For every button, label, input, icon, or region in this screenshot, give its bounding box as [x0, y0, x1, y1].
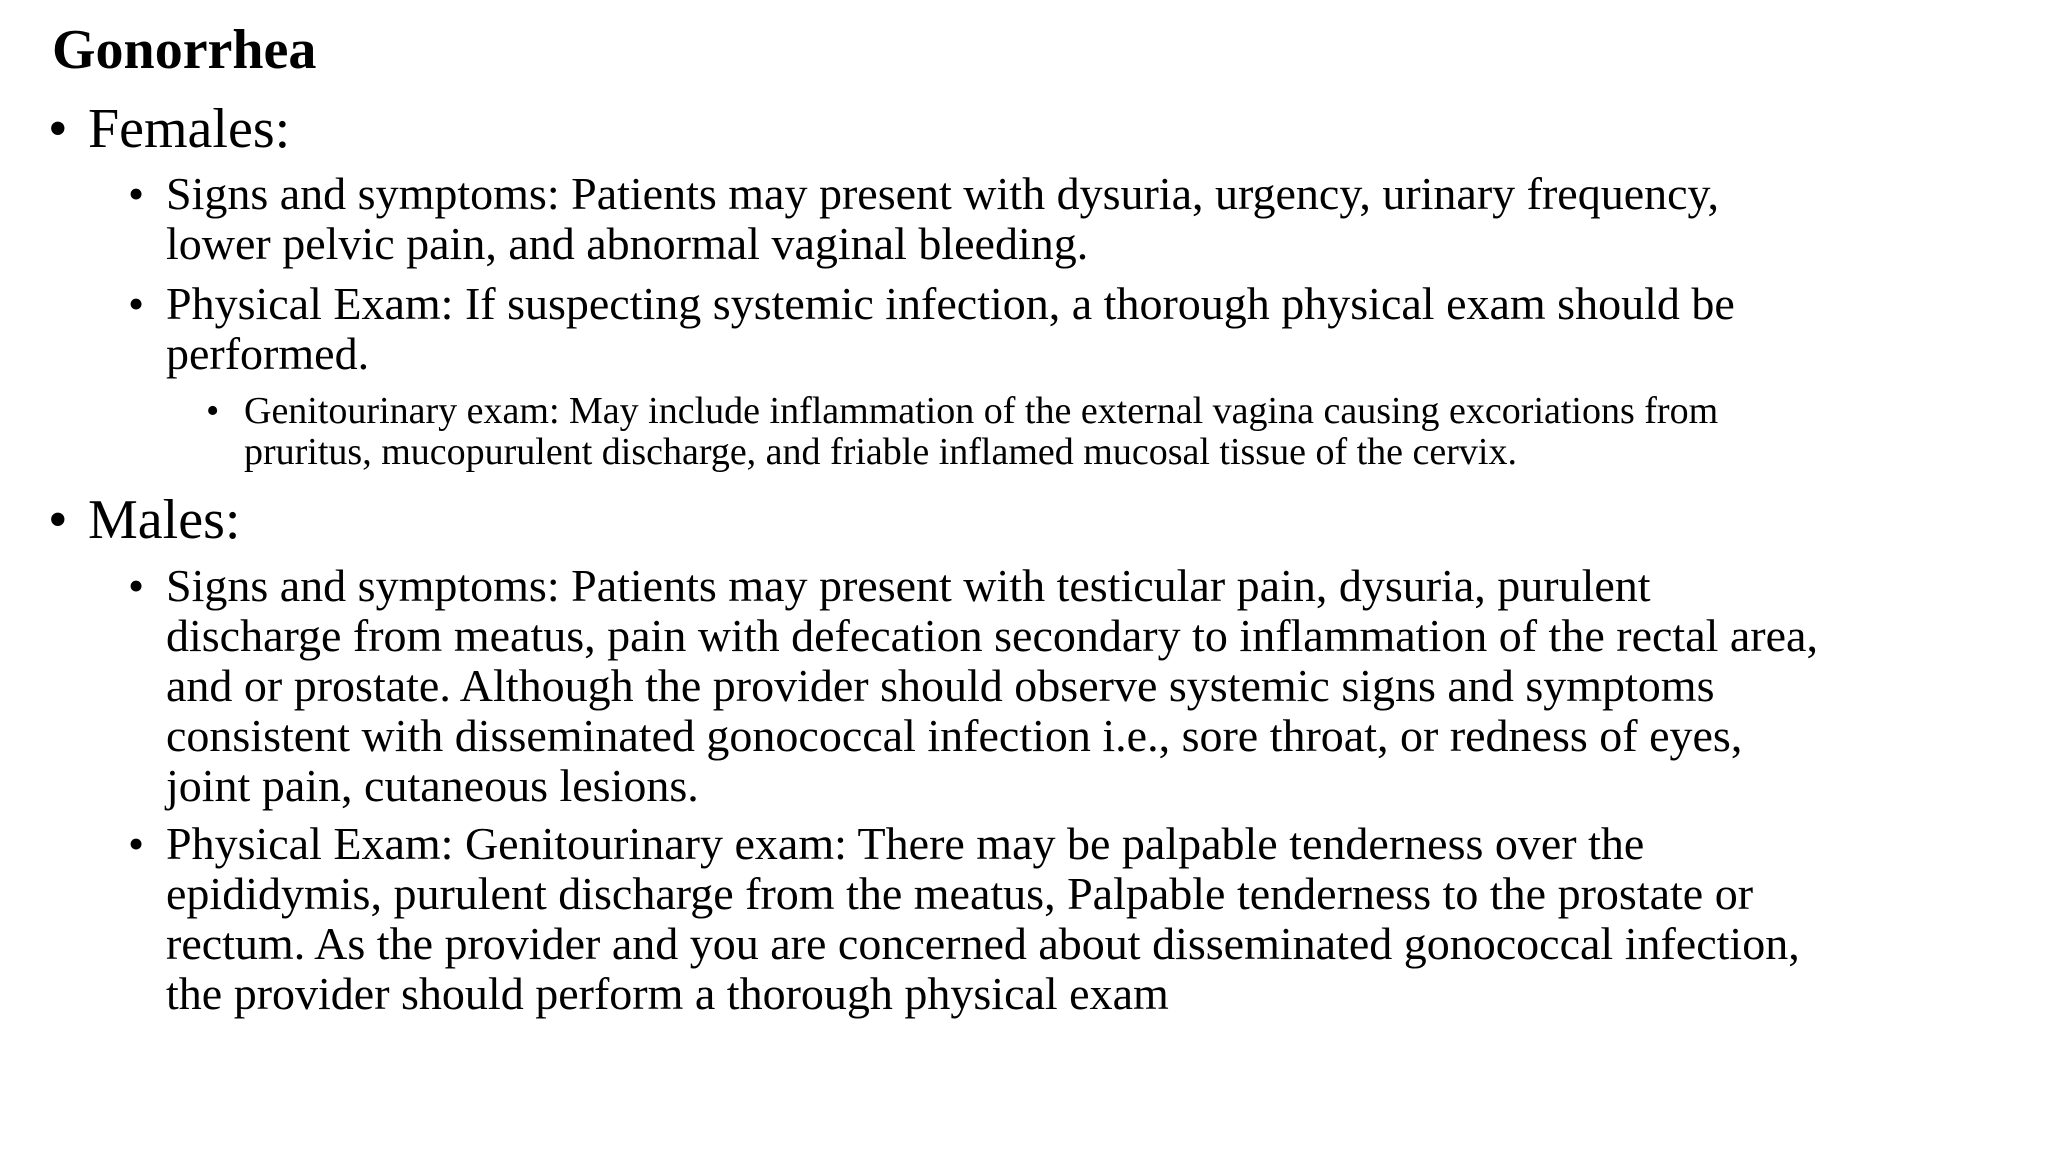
males-exam-line-4: the provider should perform a thorough physical exam [166, 968, 1169, 1019]
males-signs-line-4: consistent with disseminated gonococcal infection i.e., sore throat, or redness of eyes, [166, 710, 1743, 761]
females-exam-item [128, 278, 2046, 379]
males-exam-item [128, 818, 2046, 1019]
bullet-icon: • [128, 560, 145, 611]
males-signs-line-2: discharge from meatus, pain with defecation secondary to inflammation of the rectal area, [166, 610, 1818, 661]
females-gu-exam-item [206, 390, 2034, 473]
bullet-icon: • [48, 98, 68, 160]
males-heading: Males: [88, 489, 241, 551]
females-signs-line-2: lower pelvic pain, and abnormal vaginal bleeding. [166, 218, 1089, 269]
bullet-icon: • [48, 489, 68, 551]
females-gu-exam-line-2: pruritus, mucopurulent discharge, and friable inflamed mucosal tissue of the cervix. [244, 431, 1517, 473]
females-exam-line-2: performed. [166, 328, 370, 379]
females-gu-exam-line-1: Genitourinary exam: May include inflammation of the external vagina causing excoriations from [244, 390, 1719, 432]
bullet-icon: • [128, 278, 145, 329]
slide-title: Gonorrhea [52, 19, 317, 81]
males-signs-line-5: joint pain, cutaneous lesions. [166, 760, 699, 811]
males-exam-line-2: epididymis, purulent discharge from the meatus, Palpable tenderness to the prostate or [166, 868, 1754, 919]
males-heading-item [48, 489, 241, 551]
males-signs-line-1: Signs and symptoms: Patients may present with testicular pain, dysuria, purulent [166, 560, 1651, 611]
females-exam-line-1: Physical Exam: If suspecting systemic infection, a thorough physical exam should be [166, 278, 1735, 329]
males-signs-line-3: and or prostate. Although the provider should observe systemic signs and symptoms [166, 660, 1715, 711]
females-heading-item [48, 98, 291, 160]
males-exam-line-3: rectum. As the provider and you are concerned about disseminated gonococcal infection, [166, 918, 1800, 969]
bullet-icon: • [206, 390, 220, 432]
bullet-icon: • [128, 168, 145, 219]
males-signs-item [128, 560, 2046, 811]
females-heading: Females: [88, 98, 291, 160]
bullet-icon: • [128, 818, 145, 869]
females-signs-line-1: Signs and symptoms: Patients may present with dysuria, urgency, urinary frequency, [166, 168, 1720, 219]
males-exam-line-1: Physical Exam: Genitourinary exam: There may be palpable tenderness over the [166, 818, 1645, 869]
females-signs-item [128, 168, 2046, 269]
